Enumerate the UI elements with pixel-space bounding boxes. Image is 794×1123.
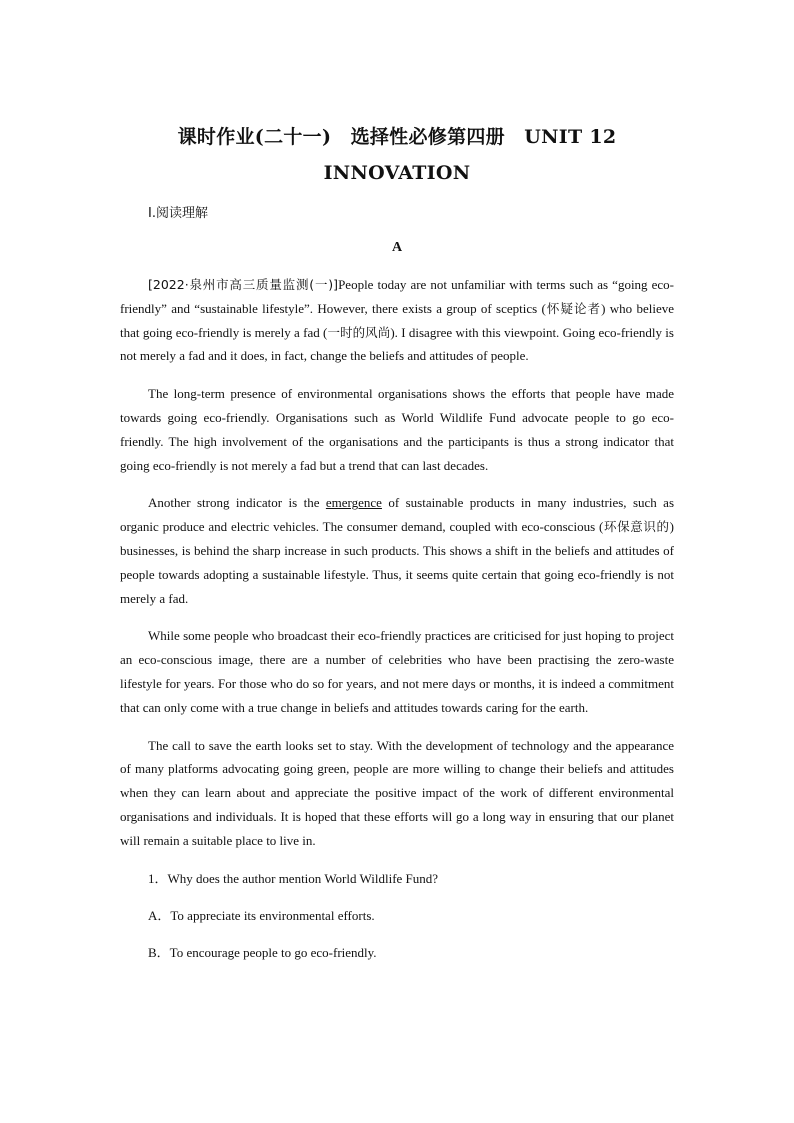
paragraph-5: The call to save the earth looks set to stay. With the development of technology and the appearance of many platforms advocating going green, people are more willing to change their beliefs and attitudes when they can learn about and appreciate the positive impact of the work of different environmental organisations and individuals. It is hoped that these efforts will go a long way in ensuring that our planet will remain a suitable place to live in. — [120, 737, 674, 848]
underlined-word: emergence — [325, 495, 382, 511]
gloss-fad: 一时的风尚 — [327, 324, 391, 340]
gloss-eco-conscious: 环保意识的 — [603, 519, 670, 535]
paragraph-3-text-a: Another strong indicator is the — [148, 495, 326, 511]
paragraph-3 — [120, 491, 674, 610]
passage-label: A — [391, 240, 403, 255]
paragraph-4: While some people who broadcast their eco-friendly practices are criticised for just hoping to project an eco-conscious image, there are a number of celebrities who have been practising the zero-waste lifestyle for years. For those who do so for years, and not mere days or months, it is indeed a commitment that can only come with a true change in beliefs and attitudes towards caring for the earth. — [120, 628, 674, 715]
section-label: Ⅰ.阅读理解 — [148, 206, 208, 221]
question-1: 1．Why does the author mention World Wildlife Fund? — [148, 870, 439, 886]
page-title-continued: INNOVATION — [323, 162, 471, 184]
paragraph-1-text-c: ). I disagree with this viewpoint. Going eco-friendly is not merely a fad and it does, in fact, change the beliefs and attitudes of people. — [120, 324, 674, 364]
page-title: 课时作业(二十一) 选择性必修第四册 UNIT 12 — [177, 126, 617, 148]
paragraph-3-text-b: of sustainable products in many industries, such as organic produce and electric vehicles. The consumer demand, coupled with eco-conscious ( — [120, 495, 675, 535]
option-a: A．To appreciate its environmental efforts. — [148, 908, 375, 924]
paragraph-2: The long-term presence of environmental organisations shows the efforts that people have made towards going eco-friendly. Organisations such as World Wildlife Fund advocate people to go eco-friendly. The high involvement of the organisations and the participants is thus a strong indicator that going eco-friendly is not merely a fad but a trend that can last decades. — [120, 386, 674, 473]
gloss-sceptics: 怀疑论者 — [545, 300, 602, 316]
source-note: [2022·泉州市高三质量监测(一)] — [148, 277, 339, 292]
paragraph-1 — [120, 273, 674, 368]
paragraph-1-text-a: People today are not unfamiliar with terms such as “going eco-friendly” and “sustainable lifestyle”. However, there exists a group of sceptics ( — [120, 277, 674, 316]
paragraph-1-text-b: ) who believe that going eco-friendly is merely a fad ( — [120, 300, 674, 340]
passage-content — [120, 273, 674, 978]
option-b: B．To encourage people to go eco-friendly. — [148, 945, 377, 961]
paragraph-3-text-c: ) businesses, is behind the sharp increase in such products. This shows a shift in the beliefs and attitudes of people towards adopting a sustainable lifestyle. Thus, it seems quite certain that going eco-friendly is not merely a fad. — [120, 519, 674, 606]
